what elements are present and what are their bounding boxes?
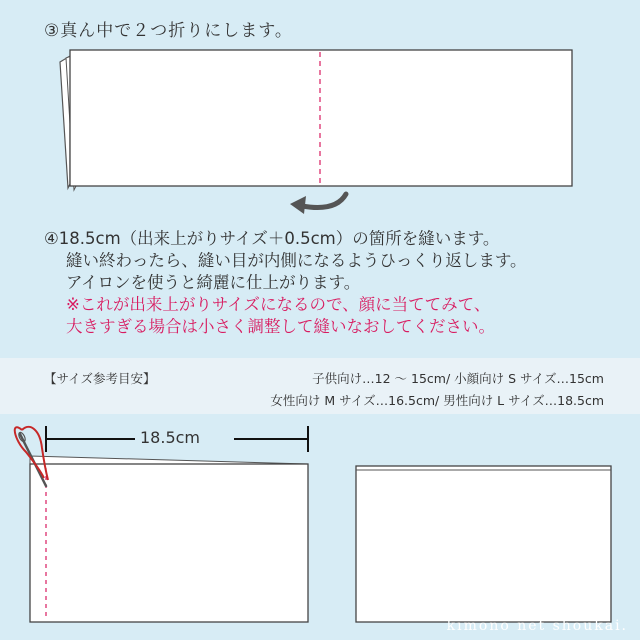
watermark: kimono net shoukai. [446,618,628,634]
size-reference-line2: 女性向け M サイズ…16.5cm/ 男性向け L サイズ…18.5cm [270,393,604,408]
left-cloth-panel [30,464,308,622]
step3-instruction: ③真ん中で２つ折りにします。 [44,21,293,41]
step4-line1: ④18.5cm（出来上がりサイズ＋0.5cm）の箇所を縫います。 [44,229,500,248]
size-reference-line1: 子供向け…12 ～ 15cm/ 小顔向け S サイズ…15cm [312,371,604,386]
size-reference-heading: 【サイズ参考目安】 [44,371,156,386]
measurement-label: 18.5cm [140,428,201,447]
step4-warning-line2: 大きすぎる場合は小さく調整して縫いなおしてください。 [66,317,495,336]
step4-warning-line1: ※これが出来上がりサイズになるので、顔に当ててみて、 [66,295,491,314]
step4-line2: 縫い終わったら、縫い目が内側になるようひっくり返します。 [66,251,527,270]
right-cloth-panel [356,466,611,622]
step4-line3: アイロンを使うと綺麗に仕上がります。 [66,273,361,292]
